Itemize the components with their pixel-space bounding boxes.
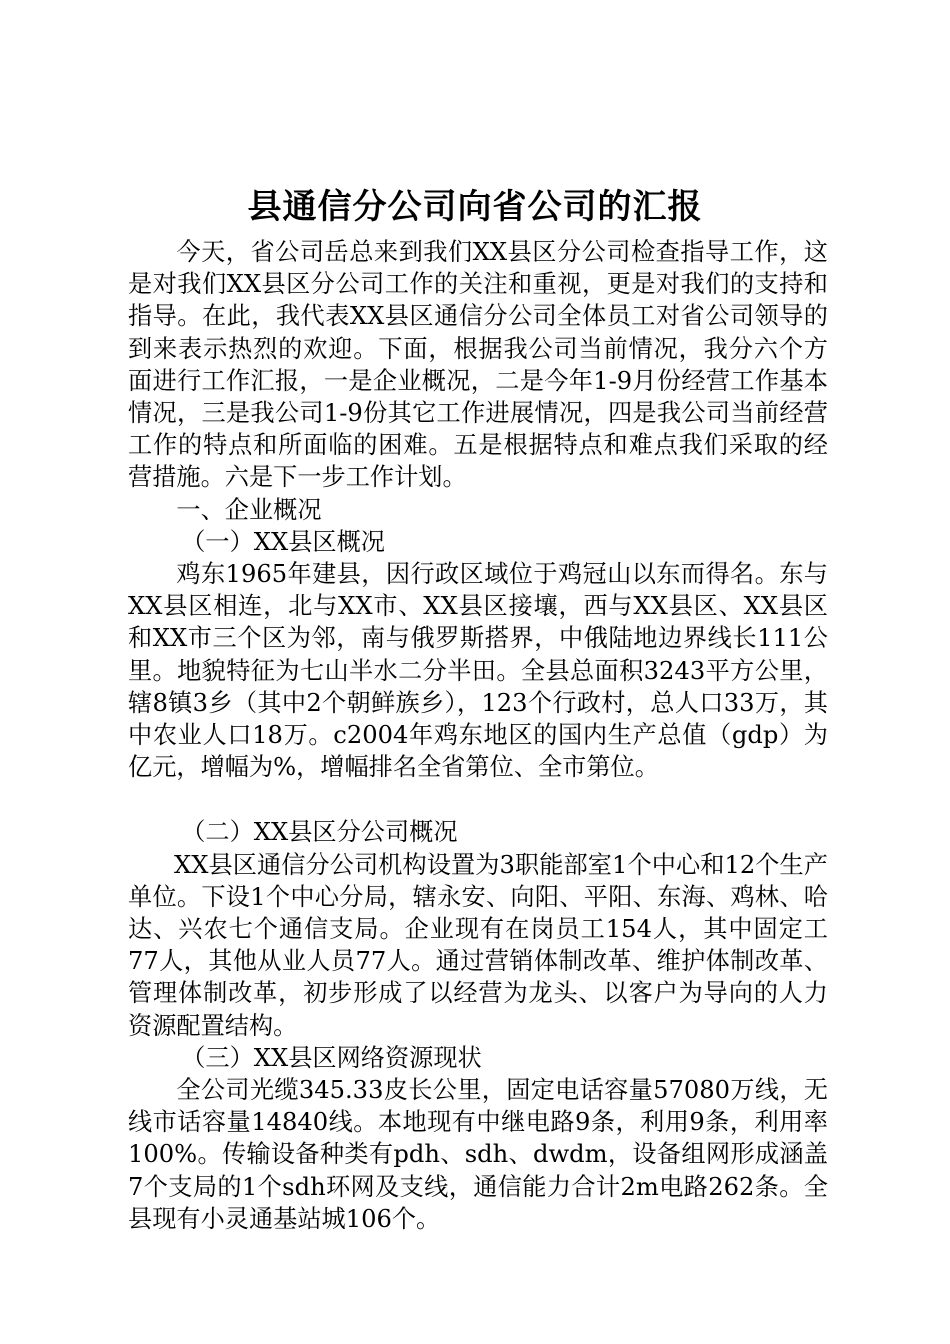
network-status-paragraph: 全公司光缆345.33皮长公里，固定电话容量57080万线，无线市话容量14840线。本地现有中继电路9条，利用9条，利用率100%。传输设备种类有pdh、sdh、dwdm，设备组网形成涵盖7个支局的1个sdh环网及支线，通信能力合计2m电路262条。全县现有小灵通基站城106个。 [128, 1076, 828, 1233]
paragraph-spacer [128, 783, 828, 816]
county-overview-paragraph: 鸡东1965年建县，因行政区域位于鸡冠山以东而得名。东与XX县区相连，北与XX市、XX县区接壤，西与XX县区、XX县区和XX市三个区为邻，南与俄罗斯搭界，中俄陆地边界线长111公里。地貌特征为七山半水二分半田。全县总面积3243平方公里，辖8镇3乡（其中2个朝鲜族乡），123个行政村，总人口33万，其中农业人口18万。c2004年鸡东地区的国内生产总值（gdp）为亿元，增幅为%，增幅排名全省第位、全市第位。 [128, 560, 828, 782]
document-title: 县通信分公司向省公司的汇报 [247, 187, 703, 227]
document-body [128, 236, 828, 1235]
subsection-heading-county: （一）XX县区概况 [181, 527, 385, 556]
intro-paragraph: 今天，省公司岳总来到我们XX县区分公司检查指导工作，这是对我们XX县区分公司工作的关注和重视，更是对我们的支持和指导。在此，我代表XX县区通信分公司全体员工对省公司领导的到来表示热烈的欢迎。下面，根据我公司当前情况，我分六个方面进行工作汇报，一是企业概况，二是今年1-9月份经营工作基本情况，三是我公司1-9份其它工作进展情况，四是我公司当前经营工作的特点和所面临的困难。五是根据特点和难点我们采取的经营措施。六是下一步工作计划。 [128, 238, 828, 492]
section-heading-overview: 一、企业概况 [176, 495, 322, 524]
subsection-heading-network: （三）XX县区网络资源现状 [181, 1043, 482, 1072]
subsection-heading-branch: （二）XX县区分公司概况 [181, 818, 458, 847]
branch-overview-paragraph: XX县区通信分公司机构设置为3职能部室1个中心和12个生产单位。下设1个中心分局，辖永安、向阳、平阳、东海、鸡林、哈达、兴农七个通信支局。企业现有在岗员工154人，其中固定工77人，其他从业人员77人。通过营销体制改革、维护体制改革、管理体制改革，初步形成了以经营为龙头、以客户为导向的人力资源配置结构。 [128, 850, 828, 1040]
